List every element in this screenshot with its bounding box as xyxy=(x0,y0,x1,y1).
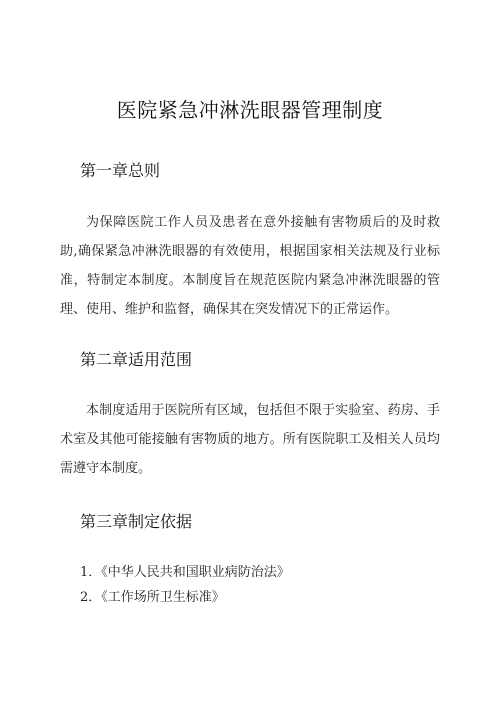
reference-list xyxy=(80,560,290,610)
list-item: 2．《工作场所卫生标准》 xyxy=(80,590,225,605)
document-title: 医院紧急冲淋洗眼器管理制度 xyxy=(116,98,384,122)
chapter-body-2: 本制度适用于医院所有区域，包括但不限于实验室、药房、手术室及其他可能接触有害物质的地方。所有医院职工及相关人员均需遵守本制度。 xyxy=(60,403,440,476)
chapter-heading-1: 第一章总则 xyxy=(80,161,161,180)
chapter-heading-2: 第二章适用范围 xyxy=(80,350,193,369)
chapter-body-1: 为保障医院工作人员及患者在意外接触有害物质后的及时救助,确保紧急冲淋洗眼器的有效使用，根据国家相关法规及行业标准，特制定本制度。本制度旨在规范医院内紧急冲淋洗眼器的管理、使用、维护和监督，确保其在突发情况下的正常运作。 xyxy=(60,215,440,317)
chapter-heading-3: 第三章制定依据 xyxy=(80,512,193,531)
list-item: 1．《中华人民共和国职业病防治法》 xyxy=(80,565,290,580)
